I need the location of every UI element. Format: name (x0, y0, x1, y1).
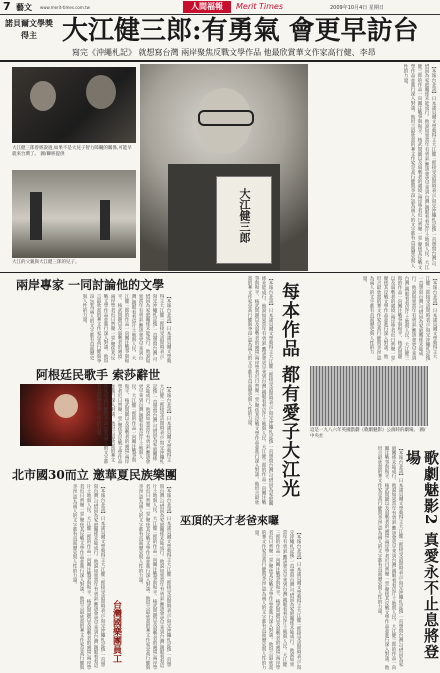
photo-opera-theatre (310, 366, 428, 426)
opera-headline: 歌劇魅影2 真愛永不止息將登場 (404, 450, 440, 660)
section-name: 藝文 (16, 3, 32, 12)
newspaper-logo: 人間福報 (183, 1, 231, 13)
cross-strait-text: 【本報台北訊】日本諾貝爾文學獎得主大江健三郎接受訪問時表示,寫完沖繩札記後,一直想寫台灣,可惜因為家庭關係未能成行。他說如果當年有勇氣,應該會更早來到台灣,親眼看看這片土地與人民。大江健三郎的作品一向關注戰爭與和平、核武問題以及弱勢者的處境,兩岸學者近日齊聚一堂,聚焦其反戰文學作品並進行深入對談。他坦言最欣賞的華文作家是高行健與李昂,認為兩人的文字都有直面歷史與人性的力量。 (82, 294, 171, 363)
photo-family-archive (12, 170, 136, 258)
section-argentina-title: 阿根廷民歌手 索莎辭世 (36, 368, 161, 382)
divider (0, 60, 440, 62)
photo-oe-portrait (140, 64, 308, 271)
genius-text: 【本報台北訊】日本諾貝爾文學獎得主大江健三郎接受訪問時表示,寫完沖繩札記後,一直想寫台灣,可惜因為家庭關係未能成行。他說如果當年有勇氣,應該會更早來到台灣,親眼看看這片土地與人民。大江健三郎的作品一向關注戰爭與和平、核武問題以及弱勢者的處境,兩岸學者近日齊聚一堂,聚焦其反戰文學作品並進行深入對談。他坦言最欣賞的華文作家是高行健與李昂,認為兩人的文字都有直面歷史與人性的力量。 (254, 530, 301, 670)
sub-headline: 寫完《沖繩札記》 就想寫台灣 兩岸聚焦反戰文學作品 他最欣賞華文作家高行健、李昂 (72, 48, 376, 57)
book-cover-title: 大江健三郎 (238, 188, 251, 243)
photo-caption-top: 大江健三郎曾經說過,如果不是大兒子智力障礙的關係,可能早就來台灣了。 圖/聯經提供 (12, 146, 132, 157)
section-orchestra-title: 北市國30而立 邀華夏民族樂團 (12, 468, 177, 482)
section-genius-title: 巫頂的天才老爸來囉 (180, 514, 279, 527)
right-article-text: 【本報台北訊】日本諾貝爾文學獎得主大江健三郎接受訪問時表示,寫完沖繩札記後,一直想寫台灣,可惜因為家庭關係未能成行。他說如果當年有勇氣,應該會更早來到台灣,親眼看看這片土地與人民。大江健三郎的作品一向關注戰爭與和平、核武問題以及弱勢者的處境,兩岸學者近日齊聚一堂,聚焦其反戰文學作品並進行深入對談。他坦言最欣賞的華文作家是高行健與李昂,認為兩人的文字都有直面歷史與人性的力量。 (362, 276, 437, 362)
main-headline: 大江健三郎:有勇氣 會更早訪台 (62, 16, 419, 46)
kicker-label: 諾貝爾文學獎得主 (5, 19, 53, 40)
taiwan-orchestra-label: 台灣國樂團員工 (111, 600, 121, 663)
section-cross-strait-title: 兩岸專家 一同討論他的文學 (16, 278, 165, 292)
photo-caption-middle: 大江的父親與大江健三郎的兒子。 (12, 260, 80, 265)
divider (0, 272, 440, 273)
orchestra-text-2: 【本報台北訊】日本諾貝爾文學獎得主大江健三郎接受訪問時表示,寫完沖繩札記後,一直想寫台灣,可惜因為家庭關係未能成行。他說如果當年有勇氣,應該會更早來到台灣,親眼看看這片土地與人民。大江健三郎的作品一向關注戰爭與和平、核武問題以及弱勢者的處境,兩岸學者近日齊聚一堂,聚焦其反戰文學作品並進行深入對談。他坦言最欣賞的華文作家是高行健與李昂,認為兩人的文字都有直面歷史與人性的力量。 (138, 484, 171, 670)
issue-date: 2009年10月4日 星期日 (330, 5, 384, 11)
argentina-text: 【本報台北訊】日本諾貝爾文學獎得主大江健三郎接受訪問時表示,寫完沖繩札記後,一直想寫台灣,可惜因為家庭關係未能成行。他說如果當年有勇氣,應該會更早來到台灣,親眼看看這片土地與人民。大江健三郎的作品一向關注戰爭與和平、核武問題以及弱勢者的處境,兩岸學者近日齊聚一堂,聚焦其反戰文學作品並進行深入對談。他坦言最欣賞的華文作家是高行健與李昂,認為兩人的文字都有直面歷史與人性的力量。 (96, 384, 171, 464)
masthead-bar (0, 0, 440, 15)
site-url[interactable]: www.merit-times.com.tw (40, 5, 90, 10)
page-number: 7 (3, 0, 11, 13)
orchestra-text: 【本報台北訊】日本諾貝爾文學獎得主大江健三郎接受訪問時表示,寫完沖繩札記後,一直想寫台灣,可惜因為家庭關係未能成行。他說如果當年有勇氣,應該會更早來到台灣,親眼看看這片土地與人民。大江健三郎的作品一向關注戰爭與和平、核武問題以及弱勢者的處境,兩岸學者近日齊聚一堂,聚焦其反戰文學作品並進行深入對談。他坦言最欣賞的華文作家是高行健與李昂,認為兩人的文字都有直面歷史與人性的力量。 (72, 484, 105, 670)
newspaper-logo-en: Merit Times (236, 2, 284, 11)
photo-author-study (12, 67, 136, 143)
vertical-headline: 每本作品 都有愛子大江光 (279, 282, 300, 499)
lead-article-text: 【本報台北訊】日本諾貝爾文學獎得主大江健三郎接受訪問時表示,寫完沖繩札記後,一直想寫台灣,可惜因為家庭關係未能成行。他說如果當年有勇氣,應該會更早來到台灣,親眼看看這片土地與人民。大江健三郎的作品一向關注戰爭與和平、核武問題以及弱勢者的處境,兩岸學者近日齊聚一堂,聚焦其反戰文學作品並進行深入對談。他坦言最欣賞的華文作家是高行健與李昂,認為兩人的文字都有直面歷史與人性的力量。 (403, 64, 436, 270)
middle-article-text: 【本報台北訊】日本諾貝爾文學獎得主大江健三郎接受訪問時表示,寫完沖繩札記後,一直想寫台灣,可惜因為家庭關係未能成行。他說如果當年有勇氣,應該會更早來到台灣,親眼看看這片土地與人民。大江健三郎的作品一向關注戰爭與和平、核武問題以及弱勢者的處境,兩岸學者近日齊聚一堂,聚焦其反戰文學作品並進行深入對談。他坦言最欣賞的華文作家是高行健與李昂,認為兩人的文字都有直面歷史與人性的力量。 (247, 276, 273, 506)
opera-text: 【本報台北訊】日本諾貝爾文學獎得主大江健三郎接受訪問時表示,寫完沖繩札記後,一直想寫台灣,可惜因為家庭關係未能成行。他說如果當年有勇氣,應該會更早來到台灣,親眼看看這片土地與人民。大江健三郎的作品一向關注戰爭與和平、核武問題以及弱勢者的處境,兩岸學者近日齊聚一堂,聚焦其反戰文學作品並進行深入對談。他坦言最欣賞的華文作家是高行健與李昂,認為兩人的文字都有直面歷史與人性的力量。 (377, 446, 403, 670)
opera-photo-caption: 這是一九八六年英國戲劇《歌劇魅影》公演時的劇場。 圖/中央社 (310, 428, 426, 439)
